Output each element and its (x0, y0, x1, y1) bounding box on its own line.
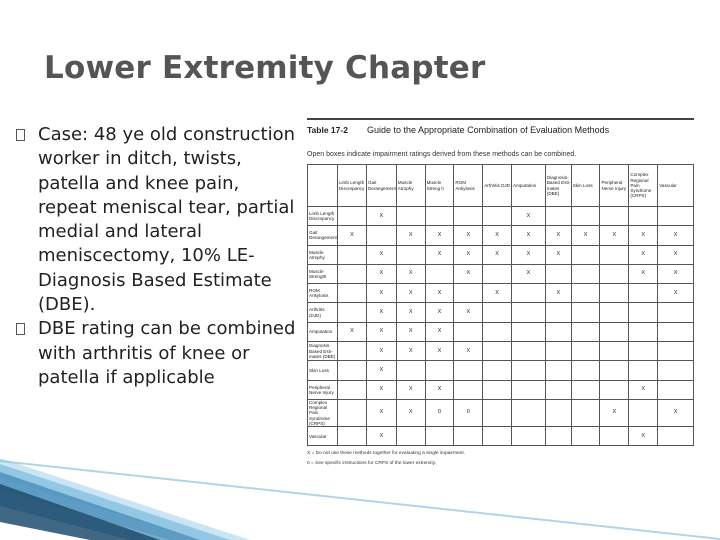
table-cell: X (512, 207, 546, 226)
table-cell: X (454, 245, 483, 264)
table-top-rule (307, 118, 694, 120)
table-cell (337, 399, 366, 426)
column-header: Diagnosis-Based Esti- mates (DBE) (545, 165, 571, 207)
column-header: Limb Length Discrepancy (337, 165, 366, 207)
table-cell: X (396, 226, 425, 245)
table-cell (454, 284, 483, 303)
table-cell (337, 426, 366, 445)
checkbox-bullet-icon (16, 129, 25, 141)
table-cell: X (396, 342, 425, 361)
table-cell (571, 284, 600, 303)
bullet-text: DBE rating can be combined with arthritis of knee or patella if applicable (38, 318, 296, 388)
table-cell (629, 322, 658, 341)
table-cell (483, 399, 512, 426)
table-row (308, 284, 694, 303)
table-cell (600, 342, 629, 361)
table-cell (512, 342, 546, 361)
table-cell (337, 245, 366, 264)
table-row (308, 380, 694, 399)
table-figure (307, 118, 694, 480)
table-header-row (308, 165, 694, 207)
bullet-item (16, 317, 301, 390)
table-cell: X (337, 226, 366, 245)
table-cell: X (454, 226, 483, 245)
table-cell (629, 207, 658, 226)
table-cell (483, 426, 512, 445)
table-cell: X (366, 245, 396, 264)
combination-table (307, 164, 694, 446)
table-cell: X (425, 322, 454, 341)
table-cell (658, 426, 694, 445)
column-header: Arthritis DJD (483, 165, 512, 207)
table-cell (545, 399, 571, 426)
table-cell (600, 207, 629, 226)
table-cell (483, 322, 512, 341)
table-cell (545, 303, 571, 322)
table-cell (658, 380, 694, 399)
table-cell: X (366, 399, 396, 426)
table-cell (571, 264, 600, 283)
table-cell: X (629, 426, 658, 445)
table-cell (629, 303, 658, 322)
row-header: Complex Regional Pain Syndrome (CRPS) (308, 399, 338, 426)
table-cell (396, 207, 425, 226)
table-cell (629, 284, 658, 303)
table-cell: X (396, 284, 425, 303)
table-cell: X (366, 426, 396, 445)
table-cell (600, 361, 629, 380)
row-header: Arthritis (DJD) (308, 303, 338, 322)
table-cell: X (425, 284, 454, 303)
table-cell: X (512, 264, 546, 283)
table-footnote: X = Do not use these methods together for evaluating a single impairment. (307, 451, 465, 456)
table-cell (658, 361, 694, 380)
table-cell (454, 207, 483, 226)
table-cell (483, 342, 512, 361)
table-title: Guide to the Appropriate Combination of Evaluation Methods (367, 125, 610, 135)
table-cell (571, 342, 600, 361)
bullet-list (16, 123, 301, 390)
row-header: Limb Length Discrepancy (308, 207, 338, 226)
table-cell: X (600, 399, 629, 426)
column-header: ROM Ankylosis (454, 165, 483, 207)
table-cell (600, 303, 629, 322)
table-subnote: Open boxes indicate impairment ratings derived from these methods can be combined. (307, 151, 577, 158)
table-cell (425, 426, 454, 445)
table-cell (396, 426, 425, 445)
table-cell: X (483, 226, 512, 245)
table-cell (454, 361, 483, 380)
table-cell: X (425, 245, 454, 264)
table-cell (454, 322, 483, 341)
column-header: Muscle Streng h (425, 165, 454, 207)
row-header: Vascular (308, 426, 338, 445)
table-cell (545, 426, 571, 445)
table-cell (512, 399, 546, 426)
table-cell: X (454, 342, 483, 361)
table-cell: X (366, 342, 396, 361)
table-cell: X (629, 264, 658, 283)
table-cell (483, 264, 512, 283)
table-cell: X (454, 303, 483, 322)
table-cell (512, 380, 546, 399)
table-row (308, 342, 694, 361)
table-cell (600, 284, 629, 303)
table-cell: X (396, 399, 425, 426)
table-cell (658, 342, 694, 361)
table-cell: X (425, 342, 454, 361)
table-row (308, 322, 694, 341)
table-cell (571, 426, 600, 445)
table-cell: X (571, 226, 600, 245)
table-cell (454, 426, 483, 445)
row-header: Muscle Strength (308, 264, 338, 283)
table-cell: X (658, 284, 694, 303)
table-cell: X (425, 380, 454, 399)
row-header: Peripheral Nerve Injury (308, 380, 338, 399)
table-row (308, 426, 694, 445)
table-cell: X (396, 322, 425, 341)
table-footnote: 0 = See specific instructions for CRPS of the lower extremity. (307, 461, 437, 466)
row-header: Gait Derangement (308, 226, 338, 245)
table-cell (658, 322, 694, 341)
table-cell: X (366, 380, 396, 399)
table-cell: X (658, 264, 694, 283)
table-cell (483, 303, 512, 322)
row-header: Muscle Atrophy (308, 245, 338, 264)
table-cell: X (629, 380, 658, 399)
column-header: Peripheral Nerve Injury (600, 165, 629, 207)
table-cell: X (396, 380, 425, 399)
table-cell: X (366, 264, 396, 283)
column-header: Muscle Atrophy (396, 165, 425, 207)
table-cell (545, 342, 571, 361)
table-cell (425, 264, 454, 283)
table-cell (545, 207, 571, 226)
table-cell (545, 361, 571, 380)
slide-title: Lower Extremity Chapter (44, 50, 486, 86)
row-header: Skin Loss (308, 361, 338, 380)
table-cell (629, 399, 658, 426)
column-header: Complex Regional Pain Syndrome (CRPS) (629, 165, 658, 207)
table-cell (337, 264, 366, 283)
row-header: Diagnosis-Based Esti- mates (DBE) (308, 342, 338, 361)
table-cell (512, 426, 546, 445)
table-cell (454, 380, 483, 399)
table-cell (483, 380, 512, 399)
table-cell (512, 361, 546, 380)
row-header: ROM Ankylosis (308, 284, 338, 303)
table-cell (425, 361, 454, 380)
table-cell (600, 426, 629, 445)
column-header: Vascular (658, 165, 694, 207)
table-cell: X (658, 399, 694, 426)
table-cell (483, 207, 512, 226)
table-row (308, 264, 694, 283)
table-cell: X (512, 245, 546, 264)
table-cell (571, 207, 600, 226)
table-cell (658, 207, 694, 226)
table-cell (545, 380, 571, 399)
table-cell: X (658, 226, 694, 245)
table-cell (629, 361, 658, 380)
table-cell (396, 361, 425, 380)
table-row (308, 226, 694, 245)
table-cell: X (629, 245, 658, 264)
bullet-text: Case: 48 ye old construction worker in ditch, twists, patella and knee pain, repeat meniscal tear, partial medial and lateral meniscectomy, 10% LE- Diagnosis Based Estimate (DBE). (38, 124, 296, 316)
table-cell: X (396, 303, 425, 322)
table-cell (337, 361, 366, 380)
table-row (308, 245, 694, 264)
table-cell (658, 303, 694, 322)
table-label: Table 17-2 (307, 125, 348, 135)
column-header (308, 165, 338, 207)
table-cell (600, 245, 629, 264)
column-header: Amputation (512, 165, 546, 207)
table-cell (600, 380, 629, 399)
decorative-stripes (0, 450, 720, 540)
table-cell (425, 207, 454, 226)
table-row (308, 361, 694, 380)
table-cell (512, 322, 546, 341)
table-cell: X (545, 245, 571, 264)
table-cell: X (425, 303, 454, 322)
table-cell (571, 399, 600, 426)
table-cell (629, 342, 658, 361)
table-cell (483, 361, 512, 380)
table-cell (545, 264, 571, 283)
table-cell (366, 226, 396, 245)
table-cell (337, 284, 366, 303)
table-cell: X (658, 245, 694, 264)
table-cell: X (366, 207, 396, 226)
table-cell: X (366, 322, 396, 341)
table-row (308, 399, 694, 426)
table-cell (337, 207, 366, 226)
table-cell: X (483, 284, 512, 303)
table-cell: X (629, 226, 658, 245)
table-row (308, 303, 694, 322)
table-cell: X (396, 264, 425, 283)
table-cell (571, 303, 600, 322)
table-cell (571, 361, 600, 380)
table-cell (512, 303, 546, 322)
table-cell: 0 (454, 399, 483, 426)
checkbox-bullet-icon (16, 323, 25, 335)
row-header: Amputation (308, 322, 338, 341)
table-cell: X (366, 303, 396, 322)
table-cell (600, 264, 629, 283)
table-cell: 0 (425, 399, 454, 426)
table-cell: X (483, 245, 512, 264)
column-header: Gait Derangement (366, 165, 396, 207)
table-cell (571, 322, 600, 341)
table-cell: X (337, 322, 366, 341)
column-header: Skin Loss (571, 165, 600, 207)
table-cell: X (366, 284, 396, 303)
table-cell (512, 284, 546, 303)
table-cell (600, 322, 629, 341)
table-cell: X (454, 264, 483, 283)
table-cell: X (366, 361, 396, 380)
bullet-item (16, 123, 301, 317)
table-cell (571, 380, 600, 399)
table-cell (396, 245, 425, 264)
table-cell: X (512, 226, 546, 245)
table-cell: X (545, 284, 571, 303)
table-cell (545, 322, 571, 341)
table-cell (337, 342, 366, 361)
table-cell: X (600, 226, 629, 245)
table-cell (337, 380, 366, 399)
table-cell: X (545, 226, 571, 245)
table-cell (337, 303, 366, 322)
table-row (308, 207, 694, 226)
table-cell: X (425, 226, 454, 245)
table-cell (571, 245, 600, 264)
